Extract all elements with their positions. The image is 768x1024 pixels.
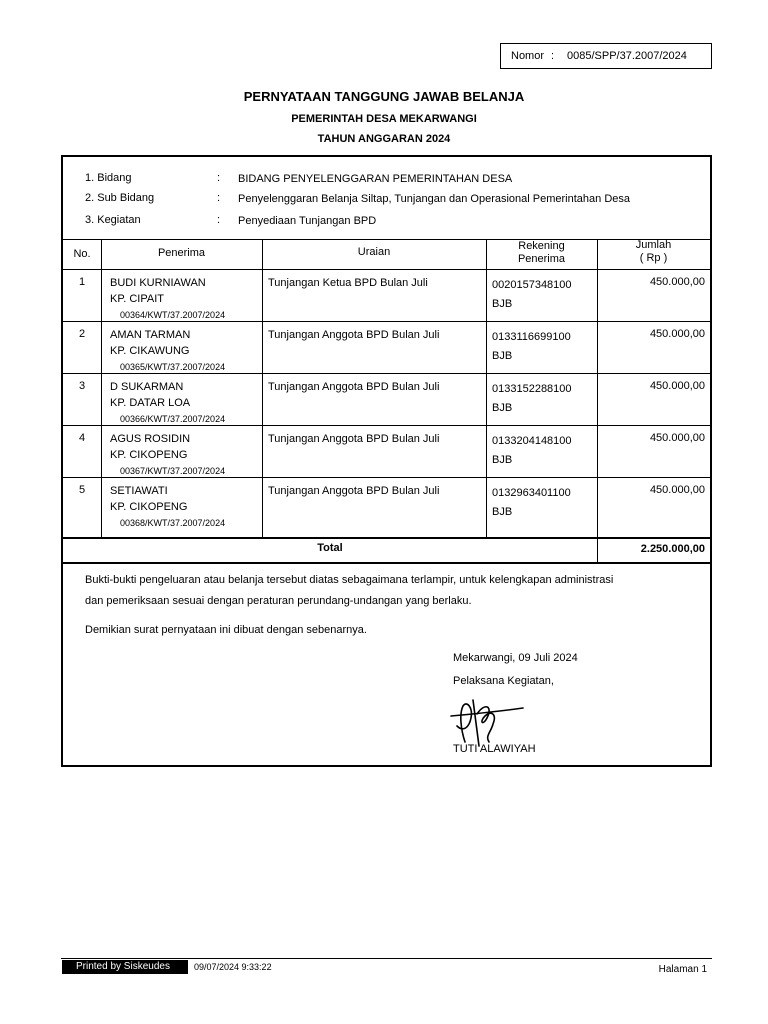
info-colon: : — [217, 172, 221, 184]
receipt-number: 00368/KWT/37.2007/2024 — [120, 518, 226, 528]
divider — [63, 373, 710, 374]
row-number: 2 — [78, 328, 86, 340]
header-rekening: Rekening — [518, 240, 565, 252]
document-number-label: Nomor — [511, 50, 545, 62]
header-no: No. — [73, 248, 91, 260]
report-frame — [61, 155, 712, 767]
receipt-number: 00366/KWT/37.2007/2024 — [120, 414, 226, 424]
statement-line-3: Demikian surat pernyataan ini dibuat dengan sebenarnya. — [85, 624, 367, 636]
info-value-sub-bidang: Penyelenggaran Belanja Siltap, Tunjangan dan Operasional Pemerintahan Desa — [238, 193, 630, 205]
description: Tunjangan Anggota BPD Bulan Juli — [268, 485, 440, 497]
description: Tunjangan Anggota BPD Bulan Juli — [268, 381, 440, 393]
recipient-name: D SUKARMAN — [110, 381, 184, 393]
info-value-bidang: BIDANG PENYELENGGARAN PEMERINTAHAN DESA — [238, 173, 513, 185]
description: Tunjangan Ketua BPD Bulan Juli — [268, 277, 428, 289]
row-number: 4 — [78, 432, 86, 444]
column-divider — [101, 239, 102, 537]
statement-line-2: dan pemeriksaan sesuai dengan peraturan perundang-undangan yang berlaku. — [85, 595, 472, 607]
bank-name: BJB — [492, 402, 513, 414]
recipient-name: AMAN TARMAN — [110, 329, 191, 341]
amount: 450.000,00 — [649, 484, 705, 496]
account-number: 0133116699100 — [492, 331, 571, 343]
row-number: 3 — [78, 380, 86, 392]
recipient-name: BUDI KURNIAWAN — [110, 277, 206, 289]
header-rekening-penerima: Penerima — [517, 253, 566, 265]
bank-name: BJB — [492, 298, 513, 310]
footer-divider — [61, 958, 712, 959]
row-number: 1 — [78, 276, 86, 288]
receipt-number: 00365/KWT/37.2007/2024 — [120, 362, 226, 372]
bank-name: BJB — [492, 350, 513, 362]
recipient-address: KP. CIKAWUNG — [110, 345, 190, 357]
divider — [63, 537, 710, 539]
column-divider — [486, 239, 487, 537]
document-number-value: 0085/SPP/37.2007/2024 — [567, 50, 687, 62]
amount: 450.000,00 — [649, 380, 705, 392]
recipient-address: KP. DATAR LOA — [110, 397, 191, 409]
recipient-name: SETIAWATI — [110, 485, 168, 497]
header-jumlah: Jumlah — [635, 239, 672, 251]
receipt-number: 00364/KWT/37.2007/2024 — [120, 310, 226, 320]
recipient-address: KP. CIPAIT — [110, 293, 165, 305]
account-number: 0132963401100 — [492, 487, 571, 499]
info-label-sub-bidang: 2. Sub Bidang — [85, 192, 155, 204]
info-label-kegiatan: 3. Kegiatan — [85, 214, 141, 226]
info-label-bidang: 1. Bidang — [85, 172, 132, 184]
info-value-kegiatan: Penyediaan Tunjangan BPD — [238, 215, 377, 227]
amount: 450.000,00 — [649, 432, 705, 444]
row-number: 5 — [78, 484, 86, 496]
receipt-number: 00367/KWT/37.2007/2024 — [120, 466, 226, 476]
divider — [63, 477, 710, 478]
divider — [63, 562, 710, 564]
recipient-name: AGUS ROSIDIN — [110, 433, 191, 445]
document-title: PERNYATAAN TANGGUNG JAWAB BELANJA — [243, 89, 525, 104]
budget-year: TAHUN ANGGARAN 2024 — [317, 133, 451, 145]
statement-line-1: Bukti-bukti pengeluaran atau belanja tersebut diatas sebagaimana terlampir, untuk kelengkapan administrasi — [85, 574, 614, 586]
header-jumlah-unit: ( Rp ) — [639, 252, 668, 264]
signature-name: TUTI ALAWIYAH — [453, 743, 536, 755]
print-timestamp: 09/07/2024 9:33:22 — [194, 962, 272, 972]
total-value: 2.250.000,00 — [640, 543, 705, 555]
amount: 450.000,00 — [649, 276, 705, 288]
document-number-colon: : — [551, 50, 555, 62]
header-uraian: Uraian — [357, 246, 391, 258]
account-number: 0133152288100 — [492, 383, 572, 395]
account-number: 0020157348100 — [492, 279, 572, 291]
document-number-box — [500, 43, 712, 69]
signature-role: Pelaksana Kegiatan, — [453, 675, 554, 687]
signature-place-date: Mekarwangi, 09 Juli 2024 — [453, 652, 578, 664]
amount: 450.000,00 — [649, 328, 705, 340]
description: Tunjangan Anggota BPD Bulan Juli — [268, 329, 440, 341]
bank-name: BJB — [492, 506, 513, 518]
header-penerima: Penerima — [157, 247, 206, 259]
printed-by-badge: Printed by Siskeudes — [62, 960, 188, 974]
recipient-address: KP. CIKOPENG — [110, 501, 188, 513]
page-number: Halaman 1 — [658, 964, 707, 975]
divider — [63, 321, 710, 322]
divider — [63, 269, 710, 270]
description: Tunjangan Anggota BPD Bulan Juli — [268, 433, 440, 445]
info-colon: : — [217, 192, 221, 204]
document-subtitle: PEMERINTAH DESA MEKARWANGI — [291, 113, 477, 125]
recipient-address: KP. CIKOPENG — [110, 449, 188, 461]
bank-name: BJB — [492, 454, 513, 466]
info-colon: : — [217, 214, 221, 226]
divider — [63, 425, 710, 426]
total-label: Total — [317, 542, 343, 554]
account-number: 0133204148100 — [492, 435, 572, 447]
column-divider — [262, 239, 263, 537]
